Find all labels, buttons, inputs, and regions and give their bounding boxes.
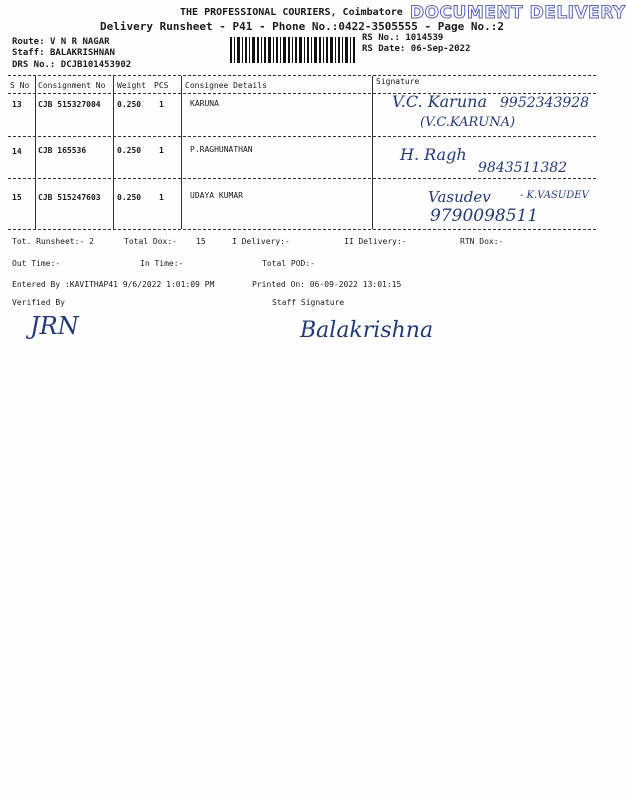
staff-label: Staff:: [12, 48, 45, 58]
row-weight: 0.250: [117, 193, 142, 202]
row-weight: 0.250: [117, 146, 142, 155]
handwritten-name: (V.C.KARUNA): [420, 115, 516, 130]
column-rule: [372, 76, 373, 229]
handwritten-name: - K.VASUDEV: [520, 190, 589, 201]
col-consignee-header: Consignee Details: [185, 81, 267, 90]
route-row: [12, 37, 110, 47]
i-delivery: I Delivery:-: [232, 237, 290, 246]
in-time: In Time:-: [140, 259, 184, 268]
col-pcs-header: PCS: [154, 81, 169, 90]
rs-no-value: 1014539: [405, 33, 444, 43]
rs-date-row: [362, 44, 470, 54]
row-pcs: 1: [159, 193, 164, 202]
rtn-dox: RTN Dox:-: [460, 237, 504, 246]
drs-row: [12, 60, 131, 70]
ii-delivery: II Delivery:-: [344, 237, 407, 246]
row-consignee: KARUNA: [190, 99, 219, 108]
drs-label: DRS No.:: [12, 60, 56, 70]
company-name: THE PROFESSIONAL COURIERS, Coimbatore: [180, 7, 403, 18]
row-sno: 14: [12, 147, 22, 156]
verified-by-label: Verified By: [12, 298, 65, 307]
tot-runsheet: Tot. Runsheet:- 2: [12, 237, 94, 246]
total-dox-label: Total Dox:-: [124, 237, 177, 246]
route-value: V N R NAGAR: [49, 37, 110, 47]
barcode: [230, 37, 355, 63]
col-signature-header: Signature: [376, 77, 420, 86]
handwritten-phone: 9843511382: [478, 160, 568, 176]
table-bottom-rule: [8, 229, 596, 230]
staff-value: BALAKRISHNAN: [49, 48, 115, 58]
runsheet-title: Delivery Runsheet - P41 - Phone No.:0422-3505555 - Page No.:2: [100, 20, 504, 33]
col-sno-header: S No: [10, 81, 30, 90]
row-consignee: P.RAGHUNATHAN: [190, 145, 253, 154]
staff-row: [12, 48, 115, 58]
column-rule: [35, 76, 36, 229]
row-sno: 15: [12, 193, 22, 202]
route-label: Route:: [12, 37, 45, 47]
handwritten-signature: Vasudev: [428, 188, 491, 206]
rs-no-label: RS No.:: [362, 33, 400, 43]
column-rule: [113, 76, 114, 229]
col-consignment-header: Consignment No: [38, 81, 106, 90]
column-rule: [181, 76, 182, 229]
row-divider: [8, 178, 596, 179]
staff-handwritten-signature: Balakrishna: [300, 318, 434, 343]
row-divider: [8, 136, 596, 137]
rs-date-value: 06-Sep-2022: [410, 44, 471, 54]
table-top-rule: [8, 75, 596, 76]
verifier-signature: JRN: [30, 312, 79, 340]
col-weight-header: Weight: [117, 81, 146, 90]
row-consignment-no: CJB 515247603: [38, 193, 101, 202]
handwritten-phone: 9952343928: [500, 95, 590, 111]
row-consignee: UDAYA KUMAR: [190, 191, 243, 200]
row-sno: 13: [12, 100, 22, 109]
handwritten-phone: 9790098511: [430, 206, 539, 226]
drs-value: DCJB101453902: [60, 60, 132, 70]
out-time: Out Time:-: [12, 259, 61, 268]
row-consignment-no: CJB 515327004: [38, 100, 101, 109]
row-weight: 0.250: [117, 100, 142, 109]
rs-no-row: [362, 33, 443, 43]
row-pcs: 1: [159, 100, 164, 109]
handwritten-signature: V.C. Karuna: [392, 92, 487, 111]
row-consignment-no: CJB 165536: [38, 146, 87, 155]
table-header-rule: [8, 93, 596, 94]
staff-signature-label: Staff Signature: [272, 298, 345, 307]
handwritten-signature: H. Ragh: [400, 145, 467, 164]
total-pod: Total POD:-: [262, 259, 315, 268]
document-delivery-stamp: DOCUMENT DELIVERY: [410, 3, 626, 23]
row-pcs: 1: [159, 146, 164, 155]
total-dox-value: 15: [196, 237, 206, 246]
printed-on: Printed On: 06-09-2022 13:01:15: [252, 280, 402, 289]
entered-by: Entered By :KAVITHAP41 9/6/2022 1:01:09 PM: [12, 280, 215, 289]
rs-date-label: RS Date:: [362, 44, 406, 54]
